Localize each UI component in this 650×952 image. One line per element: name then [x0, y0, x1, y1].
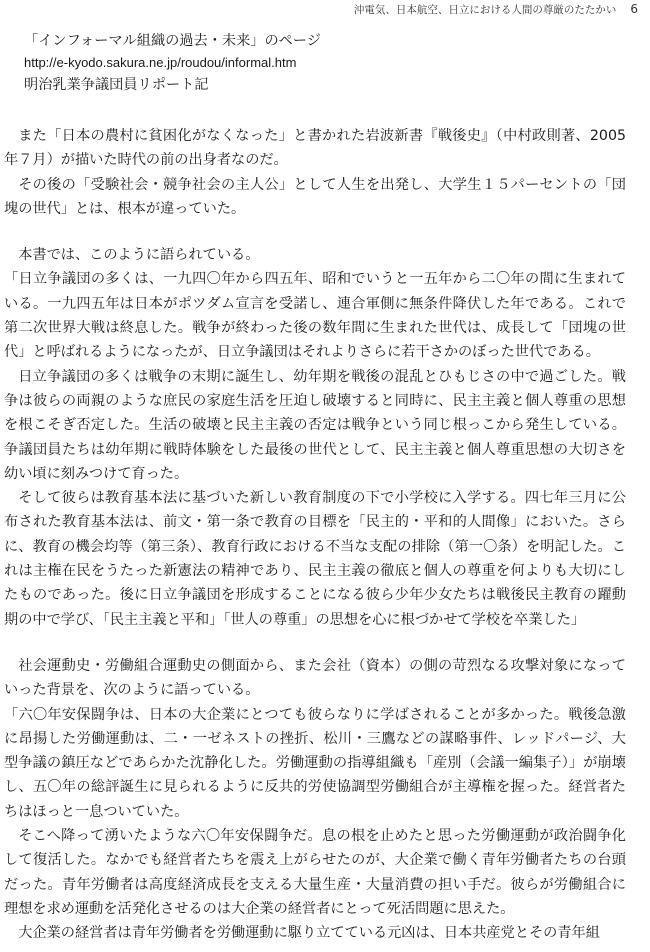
quoted-paragraph: 「日立争議団の多くは、一九四〇年から四五年、昭和でいうと一五年から二〇年の間に生まれている。一九四五年は日本がポツダム宣言を受諾し、連合軍側に無条件降伏した年である。これで第二次世界大戦は終息した。戦争が終わった後の数年間に生まれた世代は、成長して「団塊の世代」と呼ばれるようになったが、日立争議団はそれよりさらに若干さかのぼった世代である。	[4, 271, 626, 361]
quoted-paragraph: 「六〇年安保闘争は、日本の大企業にとつても彼らなりに学ばされることが多かった。戦後急激に昂揚した労働運動は、二・一ゼネストの挫折、松川・三鷹などの謀略事件、レッドパージ、大型争議の鎮圧などであらかた沈静化した。労働運動の指導組織も「産別（会議一編集子）」が崩壊し、五〇年の総評誕生に見られるように反共的労使協調型労働組合が主導権を握った。経営者たちはほっと一息ついていた。	[4, 706, 626, 820]
source-attribution: 明治乳業争議団員リポート記	[24, 77, 209, 93]
source-citation	[4, 30, 626, 96]
source-url[interactable]: http://e-kyodo.sakura.ne.jp/roudou/informal.htm	[24, 55, 297, 70]
paragraph: また「日本の農村に貧困化がなくなった」と書かれた岩波新書『戦後史』（中村政則著、2005年７月）が描いた時代の前の出身者なのだ。	[4, 128, 626, 169]
paragraph: その後の「受験社会・競争社会の主人公」として人生を出発し、大学生１５パーセントの「団塊の世代」とは、根本が違っていた。	[4, 176, 626, 217]
document-body	[4, 30, 626, 946]
running-header	[354, 2, 638, 17]
running-title: 沖電気、日本航空、日立における人間の尊厳のたたかい	[353, 4, 617, 16]
quoted-paragraph: そこへ降って湧いたような六〇年安保闘争だ。息の根を止めたと思った労働運動が政治闘争化して復活した。なかでも経営者たちを震え上がらせたのが、大企業で働く青年労働者たちの台頭だった。青年労働者は高度経済成長を支える大量生産・大量消費の担い手だ。彼らが労働組合に理想を求め運動を活発化させるのは大企業の経営者にとって死活問題に思えた。	[4, 828, 626, 917]
quoted-paragraph: そして彼らは教育基本法に基づいた新しい教育制度の下で小学校に入学する。四七年三月に公布された教育基本法は、前文・第一条で教育の目標を「民主的・平和的人間像」においた。さらに、教育の機会均等（第三条）、教育行政における不当な支配の排除（第一〇条）を明記した。これは主権在民をうたった新憲法の精神であり、民主主義の徹底と個人の尊重を何よりも大切にしたものであった。後に日立争議団を形成することになる彼ら少年少女たちは戦後民主教育の躍動期の中で学び、「民主主義と平和」「世人の尊重」の思想を心に根づかせて学校を卒業した」	[4, 490, 626, 628]
quoted-paragraph: 大企業の経営者は青年労働者を労働運動に駆り立てている元凶は、日本共産党とその青年組	[18, 925, 600, 942]
paragraph: 社会運動史・労働組合運動史の側面から、また会社（資本）の側の苛烈なる攻撃対象になっていった背景を、次のように語っている。	[4, 657, 626, 699]
quoted-paragraph: 日立争議団の多くは戦争の末期に誕生し、幼年期を戦後の混乱とひもじさの中で過ごした。戦争は彼らの両親のような庶民の家庭生活を圧迫し破壊すると同時に、民主主義と個人尊重の思想を根こそぎ否定した。生活の破壊と民主主義の否定は戦争という同じ根っこから発生している。争議団員たちは幼年期に戦時体験をした最後の世代として、民主主義と個人尊重思想の大切さを幼い頃に刻みつけて育った。	[4, 368, 626, 482]
source-title: 「インフォーマル組織の過去・未来」のページ	[24, 33, 321, 49]
page-number: 6	[630, 2, 638, 16]
paragraph: 本書では、このように語られている。	[18, 247, 260, 264]
